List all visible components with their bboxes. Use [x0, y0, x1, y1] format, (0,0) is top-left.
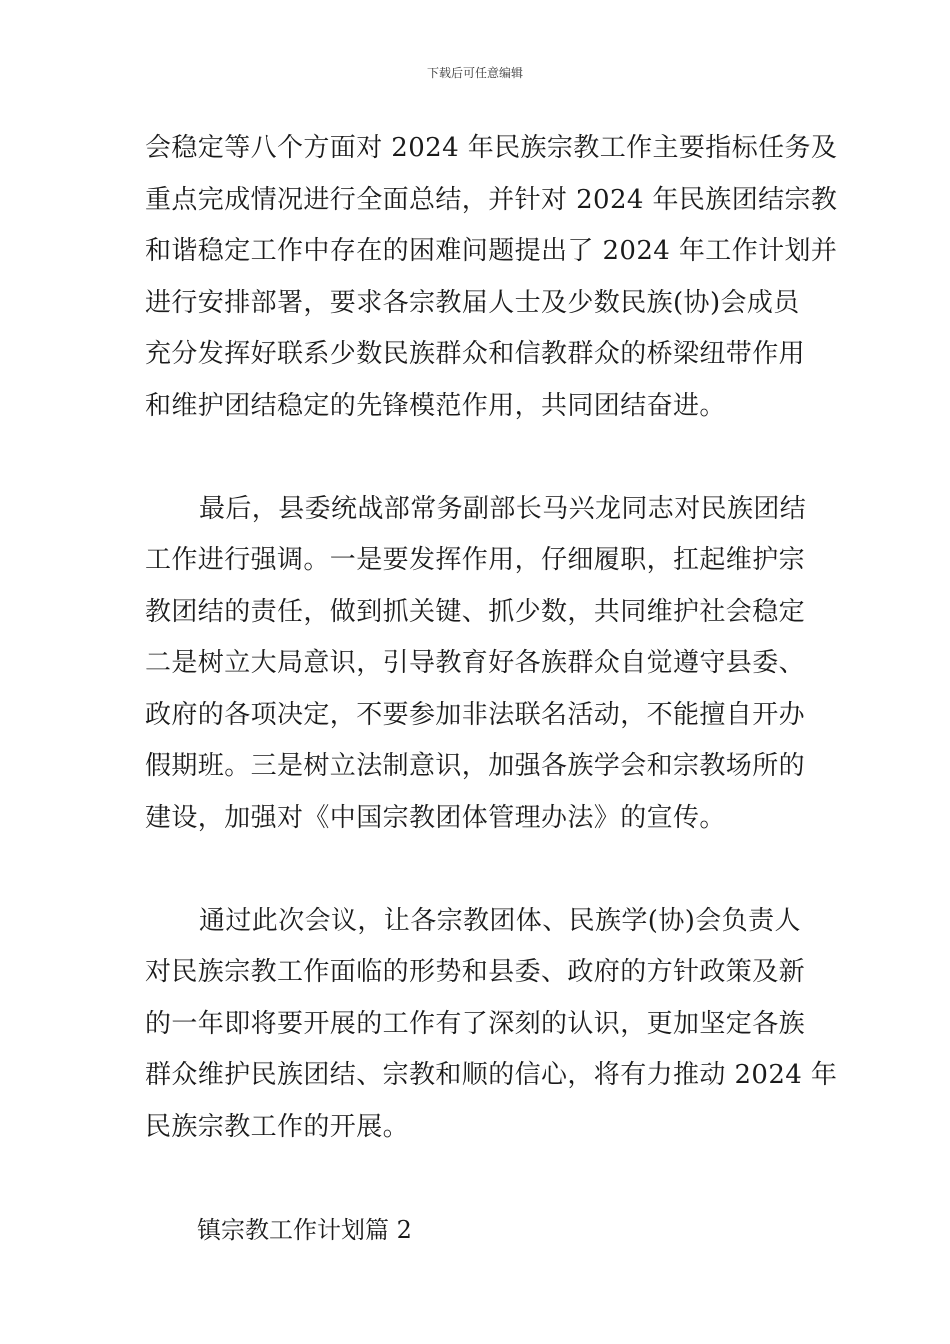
paragraph-line: 政府的各项决定，不要参加非法联名活动，不能擅自开办	[145, 699, 806, 730]
paragraph-line: 对民族宗教工作面临的形势和县委、政府的方针政策及新	[145, 957, 806, 987]
paragraph-spacer	[145, 1153, 815, 1205]
paragraph-line: 最后，县委统战部常务副部长马兴龙同志对民族团结	[199, 493, 807, 524]
paragraph-line: 假期班。三是树立法制意识，加强各族学会和宗教场所的	[145, 751, 806, 781]
paragraph-spacer	[145, 432, 815, 484]
paragraph-line: 和谐稳定工作中存在的困难问题提出了 2024 年工作计划并	[145, 236, 838, 266]
paragraph-line: 教团结的责任，做到抓关键、抓少数，共同维护社会稳定	[145, 596, 806, 627]
page-header: 下载后可任意编辑	[426, 66, 523, 80]
paragraph-line: 进行安排部署，要求各宗教届人士及少数民族(协)会成员	[145, 287, 800, 318]
paragraph-spacer	[145, 844, 815, 896]
paragraph-line: 会稳定等八个方面对 2024 年民族宗教工作主要指标任务及	[145, 133, 838, 163]
paragraph-line: 的一年即将要开展的工作有了深刻的认识，更加坚定各族	[145, 1008, 806, 1039]
paragraph-line: 群众维护民族团结、宗教和顺的信心，将有力推动 2024 年	[145, 1060, 838, 1090]
paragraph-line: 重点完成情况进行全面总结，并针对 2024 年民族团结宗教	[145, 184, 838, 215]
paragraph-1	[145, 123, 838, 432]
paragraph-line: 充分发挥好联系少数民族群众和信教群众的桥梁纽带作用	[145, 339, 806, 369]
paragraph-line: 通过此次会议，让各宗教团体、民族学(协)会负责人	[199, 905, 801, 936]
paragraph-line: 工作进行强调。一是要发挥作用，仔细履职，扛起维护宗	[145, 545, 806, 575]
section-heading: 镇宗教工作计划篇 2	[197, 1215, 412, 1244]
paragraph-2	[145, 484, 815, 845]
paragraph-3	[145, 896, 838, 1154]
paragraph-line: 和维护团结稳定的先锋模范作用，共同团结奋进。	[145, 390, 726, 421]
paragraph-line: 民族宗教工作的开展。	[145, 1111, 410, 1142]
document-body	[145, 123, 838, 1256]
paragraph-line: 建设，加强对《中国宗教团体管理办法》的宣传。	[145, 802, 726, 833]
paragraph-line: 二是树立大局意识，引导教育好各族群众自觉遵守县委、	[145, 648, 806, 678]
